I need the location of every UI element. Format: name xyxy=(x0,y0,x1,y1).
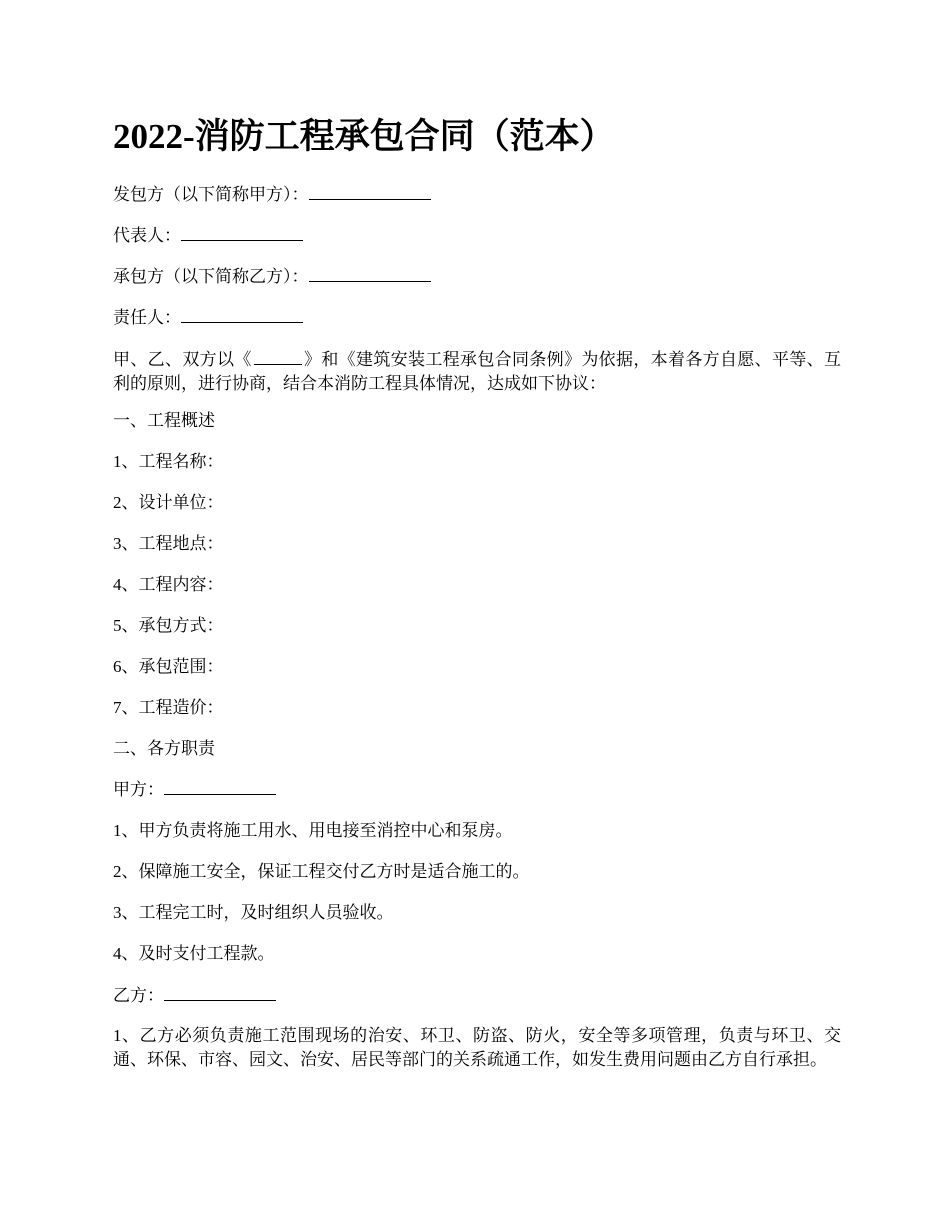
party-a-item: 3、工程完工时，及时组织人员验收。 xyxy=(113,903,394,922)
regulation-blank[interactable] xyxy=(254,348,302,365)
section1-item: 3、工程地点： xyxy=(113,534,224,553)
party-a-line xyxy=(113,778,276,802)
contractor-blank[interactable] xyxy=(309,265,431,282)
preamble-part1: 甲、乙、双方以《 xyxy=(113,350,252,369)
party-b-label: 乙方： xyxy=(113,986,164,1005)
party-b-line xyxy=(113,984,276,1008)
employer-blank[interactable] xyxy=(309,183,431,200)
contractor-rep-label: 责任人： xyxy=(113,308,181,327)
contractor-rep-blank[interactable] xyxy=(181,306,303,323)
preamble-paragraph xyxy=(113,348,841,396)
document-title: 2022-消防工程承包合同（范本） xyxy=(113,117,615,156)
contractor-label: 承包方（以下简称乙方）： xyxy=(113,267,309,286)
section1-heading: 一、工程概述 xyxy=(113,411,215,430)
party-a-item: 4、及时支付工程款。 xyxy=(113,944,275,963)
party-b-item: 1、乙方必须负责施工范围现场的治安、环卫、防盗、防火，安全等多项管理，负责与环卫、交通、环保、市容、园文、治安、居民等部门的关系疏通工作，如发生费用问题由乙方自行承担。 xyxy=(113,1026,841,1069)
employer-label: 发包方（以下简称甲方）： xyxy=(113,185,309,204)
section1-item: 4、工程内容： xyxy=(113,575,224,594)
employer-rep-label: 代表人： xyxy=(113,226,181,245)
employer-rep-blank[interactable] xyxy=(181,224,303,241)
party-a-blank[interactable] xyxy=(164,778,276,795)
preamble-part2: 》和《建筑安装工程承包合同条例》为依据，本着各方自愿、平等、互利的原则，进行协商，结合本消防工程具体情况，达成如下协议： xyxy=(113,350,842,393)
party-a-label: 甲方： xyxy=(113,780,164,799)
party-b-blank[interactable] xyxy=(164,984,276,1001)
party-a-item: 1、甲方负责将施工用水、用电接至消控中心和泵房。 xyxy=(113,821,513,840)
section1-item: 2、设计单位： xyxy=(113,493,224,512)
contractor-line xyxy=(113,265,431,289)
employer-line xyxy=(113,183,431,207)
section1-item: 7、工程造价： xyxy=(113,698,224,717)
section1-item: 1、工程名称： xyxy=(113,452,224,471)
section1-item: 5、承包方式： xyxy=(113,616,224,635)
employer-rep-line xyxy=(113,224,303,248)
section2-heading: 二、各方职责 xyxy=(113,739,215,758)
section1-item: 6、承包范围： xyxy=(113,657,224,676)
contractor-rep-line xyxy=(113,306,303,330)
party-a-item: 2、保障施工安全，保证工程交付乙方时是适合施工的。 xyxy=(113,862,530,881)
